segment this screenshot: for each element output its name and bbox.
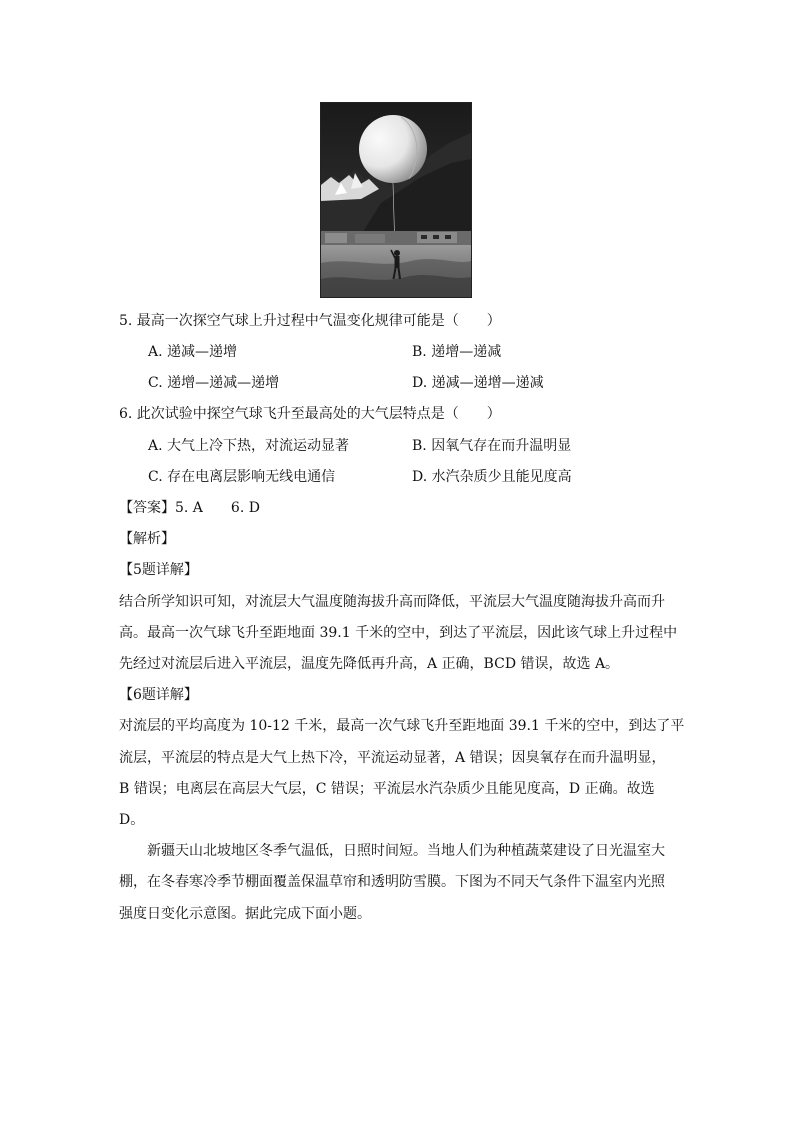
detail-5-label: 【5题详解】	[119, 562, 198, 578]
detail-6-line: D。	[119, 812, 145, 828]
weather-balloon-photo	[320, 102, 472, 298]
detail-5-line: 结合所学知识可知，对流层大气温度随海拔升高而降低，平流层大气温度随海拔升高而升	[119, 594, 665, 610]
detail-6-line: 流层，平流层的特点是大气上热下冷，平流运动显著，A 错误；因臭氧存在而升温明显，	[119, 750, 666, 766]
detail-6-line: B 错误；电离层在高层大气层，C 错误；平流层水汽杂质少且能见度高，D 正确。故选	[119, 781, 655, 797]
intro-paragraph-line: 新疆天山北坡地区冬季气温低，日照时间短。当地人们为种植蔬菜建设了日光温室大	[147, 843, 665, 859]
detail-5-line: 高。最高一次气球飞升至距地面 39.1 千米的空中，到达了平流层，因此该气球上升过程中	[119, 625, 678, 641]
intro-paragraph-line: 棚，在冬春寒冷季节棚面覆盖保温草帘和透明防雪膜。下图为不同天气条件下温室内光照	[119, 874, 665, 890]
question-5-stem: 5. 最高一次探空气球上升过程中气温变化规律可能是（ ）	[119, 313, 501, 329]
question-5-option-d: D. 递减—递增—递减	[412, 375, 544, 391]
detail-5-line: 先经过对流层后进入平流层，温度先降低再升高，A 正确，BCD 错误，故选 A。	[119, 656, 620, 672]
question-5-option-a: A. 递减—递增	[148, 344, 238, 360]
question-6-stem: 6. 此次试验中探空气球飞升至最高处的大气层特点是（ ）	[119, 406, 501, 422]
question-6-option-c: C. 存在电离层影响无线电通信	[148, 469, 336, 485]
question-6-option-b: B. 因氧气存在而升温明显	[412, 438, 572, 454]
question-5-option-b: B. 递增—递减	[412, 344, 502, 360]
detail-6-label: 【6题详解】	[119, 687, 198, 703]
question-6-option-a: A. 大气上冷下热，对流运动显著	[148, 438, 350, 454]
analysis-label: 【解析】	[119, 531, 175, 547]
detail-6-line: 对流层的平均高度为 10-12 千米，最高一次气球飞升至距地面 39.1 千米的空中，到达了平	[119, 718, 685, 734]
answer-line: 【答案】5. A 6. D	[119, 500, 260, 516]
question-5-option-c: C. 递增—递减—递增	[148, 375, 280, 391]
intro-paragraph-line: 强度日变化示意图。据此完成下面小题。	[119, 906, 371, 922]
question-6-option-d: D. 水汽杂质少且能见度高	[412, 469, 572, 485]
